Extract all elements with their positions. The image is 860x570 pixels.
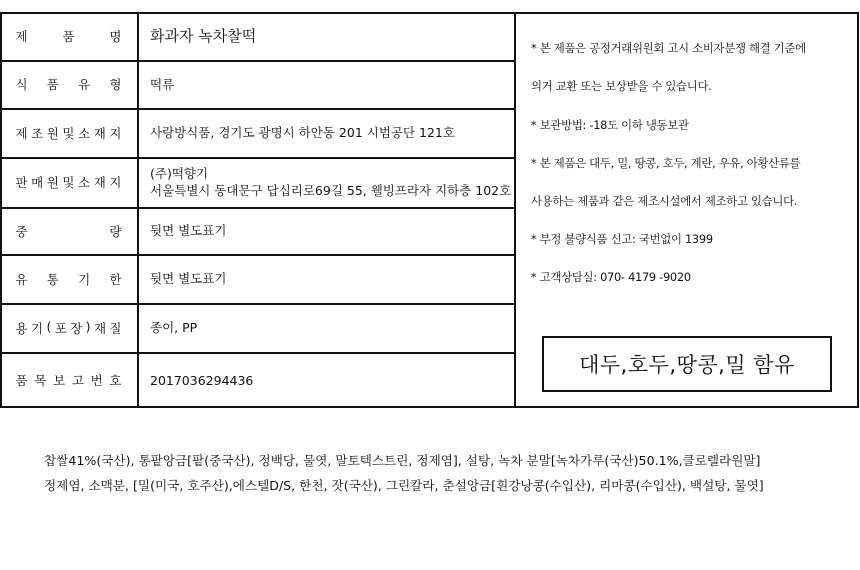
- row-key-char: 포: [54, 320, 67, 336]
- row-key-char: ): [85, 318, 91, 334]
- row-key-char: 재: [93, 175, 106, 190]
- row-key: [0, 303, 137, 352]
- notice-line: * 고객상담실: 070- 4179 -9020: [531, 270, 691, 284]
- row-value: [150, 157, 512, 207]
- ingredients-line: 찹쌀41%(국산), 통팥앙금[팥(중국산), 정백당, 물엿, 말토텍스트린, 정제염], 설탕, 녹차 분말[녹차가루(국산)50.1%,클로렐라원말]: [44, 453, 761, 468]
- row-value-line: 화과자 녹차찰떡: [150, 26, 257, 45]
- column-divider: [137, 12, 139, 408]
- row-key-char: 원: [46, 175, 59, 190]
- row-value-line: 뒷면 별도표기: [150, 271, 227, 286]
- row-value: [150, 352, 512, 408]
- row-value-line: 서울특별시 동대문구 답십리로69길 55, 웰빙프라자 지하층 102호: [150, 183, 512, 198]
- row-key: [0, 60, 137, 108]
- row-key: [0, 352, 137, 408]
- row-value-line: 2017036294436: [150, 372, 254, 388]
- ingredients-line: 정제염, 소맥분, [밀(미국, 호주산),에스텔D/S, 한천, 잣(국산), 그린칼라, 춘설앙금[흰강낭콩(수입산), 리마콩(수입산), 백설탕, 물엿]: [44, 478, 764, 493]
- row-key-char: 보: [53, 373, 66, 388]
- row-key-char: 및: [62, 125, 75, 141]
- row-key: [0, 12, 137, 60]
- row-value: [150, 12, 512, 60]
- row-key-char: 명: [109, 29, 122, 44]
- row-key-char: 번: [90, 373, 103, 388]
- row-key: [0, 108, 137, 157]
- notice-line: * 본 제품은 대두, 밀, 땅콩, 호두, 계란, 우유, 아황산류를: [531, 156, 801, 170]
- row-key-char: 식: [15, 77, 28, 92]
- allergen-box: [542, 336, 832, 392]
- row-key-char: 및: [62, 175, 75, 190]
- notice-line: * 보관방법: -18도 이하 냉동보관: [531, 118, 689, 132]
- row-key-char: 원: [46, 125, 59, 141]
- row-value: [150, 207, 512, 254]
- row-key-char: 품: [62, 29, 75, 44]
- row-value-line: 종이, PP: [150, 320, 198, 335]
- row-key-char: 질: [109, 320, 122, 336]
- row-key-char: 매: [31, 175, 44, 190]
- row-key-char: 량: [109, 223, 122, 239]
- row-key-char: 호: [109, 373, 122, 388]
- row-key-char: 지: [109, 125, 122, 141]
- column-divider: [514, 12, 516, 408]
- row-key: [0, 207, 137, 254]
- row-key-char: 제: [15, 125, 28, 141]
- row-key-char: (: [46, 318, 52, 334]
- row-key-char: 기: [78, 271, 91, 287]
- row-key-char: 목: [34, 373, 47, 388]
- row-key-char: 장: [70, 320, 83, 336]
- row-key-char: 재: [93, 125, 106, 141]
- row-key-char: 소: [78, 175, 91, 190]
- row-key-char: 고: [71, 373, 84, 388]
- row-key-char: 품: [46, 77, 59, 92]
- row-key-char: 소: [78, 125, 91, 141]
- row-key-char: 기: [30, 320, 44, 336]
- row-key-char: 한: [109, 271, 122, 287]
- notice-line: 의거 교환 또는 보상받을 수 있습니다.: [531, 79, 712, 93]
- row-key-char: 조: [31, 125, 44, 141]
- row-key-char: 유: [15, 271, 28, 287]
- row-value: [150, 60, 512, 108]
- allergen-text: 대두,호두,땅콩,밀 함유: [579, 353, 795, 377]
- row-key: [0, 157, 137, 207]
- row-value: [150, 303, 512, 352]
- row-value: [150, 254, 512, 303]
- row-key-char: 판: [15, 175, 28, 190]
- row-key-char: 지: [109, 175, 122, 190]
- notice-line: * 부정 불량식품 신고: 국번없이 1399: [531, 232, 713, 246]
- row-key-char: 용: [15, 320, 28, 336]
- row-key-char: 형: [109, 77, 122, 92]
- row-key-char: 품: [15, 373, 28, 388]
- row-key-char: 재: [93, 320, 107, 336]
- row-value-line: 뒷면 별도표기: [150, 223, 227, 238]
- row-key-char: 유: [78, 77, 91, 92]
- row-value-line: (주)떡향기: [150, 166, 209, 181]
- row-key: [0, 254, 137, 303]
- row-key-char: 중: [15, 223, 28, 239]
- row-key-char: 통: [46, 271, 59, 287]
- row-value: [150, 108, 512, 157]
- notice-line: 사용하는 제품과 같은 제조시설에서 제조하고 있습니다.: [531, 194, 798, 208]
- notice-line: * 본 제품은 공정거래위원회 고시 소비자분쟁 해결 기준에: [531, 41, 806, 55]
- row-value-line: 떡류: [150, 76, 175, 92]
- row-key-char: 제: [15, 29, 28, 44]
- ingredients-list: [44, 448, 844, 498]
- row-value-line: 사랑방식품, 경기도 광명시 하안동 201 시범공단 121호: [150, 125, 455, 140]
